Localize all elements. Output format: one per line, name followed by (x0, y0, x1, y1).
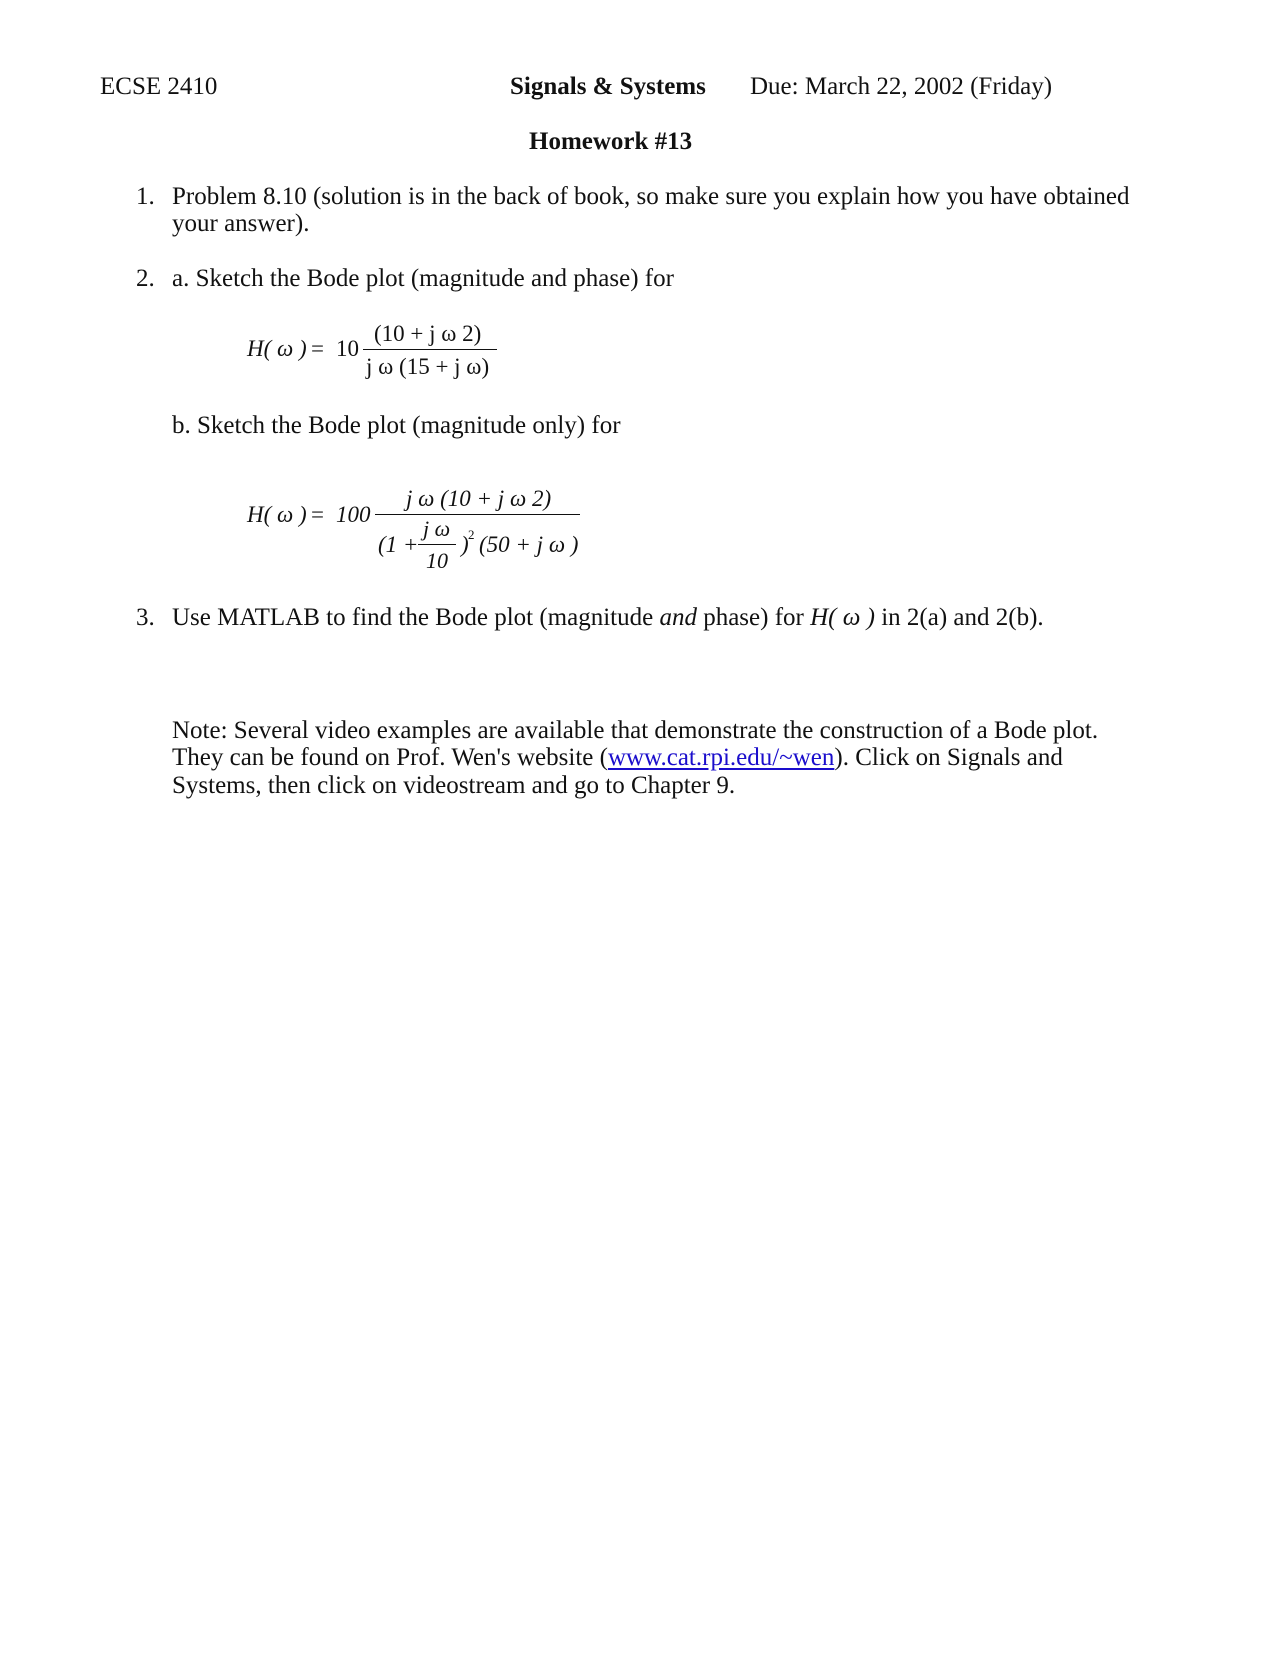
problem-3-text-pre: Use MATLAB to find the Bode plot (magnitude (172, 604, 660, 631)
equation-a-lhs: H( ω ) (247, 336, 307, 361)
website-link[interactable]: www.cat.rpi.edu/~wen (607, 744, 835, 771)
note-line-2 (172, 745, 1063, 770)
note-line-1: Note: Several video examples are available that demonstrate the construction of a Bode plot. (172, 717, 1099, 744)
equation-a-numerator: (10 + j ω 2) (374, 321, 482, 346)
equation-b-numerator: j ω (10 + j ω 2) (406, 486, 552, 511)
problem-3-text-post: in 2(a) and 2(b). (874, 604, 1044, 631)
problem-1-number: 1. (136, 183, 155, 210)
equation-b-inner-numerator: j ω (423, 516, 451, 541)
problem-3-number: 3. (136, 604, 155, 631)
page-title: Homework #13 (529, 128, 693, 155)
equation-b-exponent: 2 (468, 527, 475, 542)
equation-a-fraction-bar (363, 349, 497, 350)
problem-1-line-1: Problem 8.10 (solution is in the back of book, so make sure you explain how you have obtained (172, 183, 1130, 210)
problem-2b-text: b. Sketch the Bode plot (magnitude only) for (172, 412, 621, 439)
problem-3-function: H( ω ) (810, 604, 875, 631)
problem-2-number: 2. (136, 265, 155, 292)
note-line-3: Systems, then click on videostream and go to Chapter 9. (172, 772, 736, 799)
problem-3-text-emphasis: and (659, 604, 697, 631)
course-number: ECSE 2410 (100, 73, 218, 100)
equation-b-den-open: (1 + (378, 532, 419, 557)
equation-b-inner-denominator: 10 (426, 548, 448, 573)
problem-2a-text: a. Sketch the Bode plot (magnitude and phase) for (172, 265, 674, 292)
equation-b-den-tail: (50 + j ω ) (479, 532, 579, 557)
equation-b-gain: 100 (336, 502, 371, 527)
equation-b-fraction-bar (375, 514, 580, 515)
problem-3-text (172, 605, 1044, 630)
note-line-2-pre: They can be found on Prof. Wen's website ( (172, 744, 608, 771)
equation-b-den-close: ) (461, 532, 469, 557)
equation-b-inner-fraction-bar (418, 544, 456, 545)
equation-a-equals: = (311, 336, 324, 361)
note-line-2-post: ). Click on Signals and (834, 744, 1063, 771)
equation-a-gain: 10 (336, 336, 359, 361)
problem-3-text-mid: phase) for (696, 604, 811, 631)
problem-1-line-2: your answer). (172, 210, 310, 237)
equation-b-equals: = (311, 502, 324, 527)
due-date: Due: March 22, 2002 (Friday) (750, 73, 1053, 100)
equation-a-denominator: j ω (15 + j ω) (366, 354, 490, 379)
course-subject: Signals & Systems (510, 73, 706, 100)
equation-b-lhs: H( ω ) (247, 502, 307, 527)
